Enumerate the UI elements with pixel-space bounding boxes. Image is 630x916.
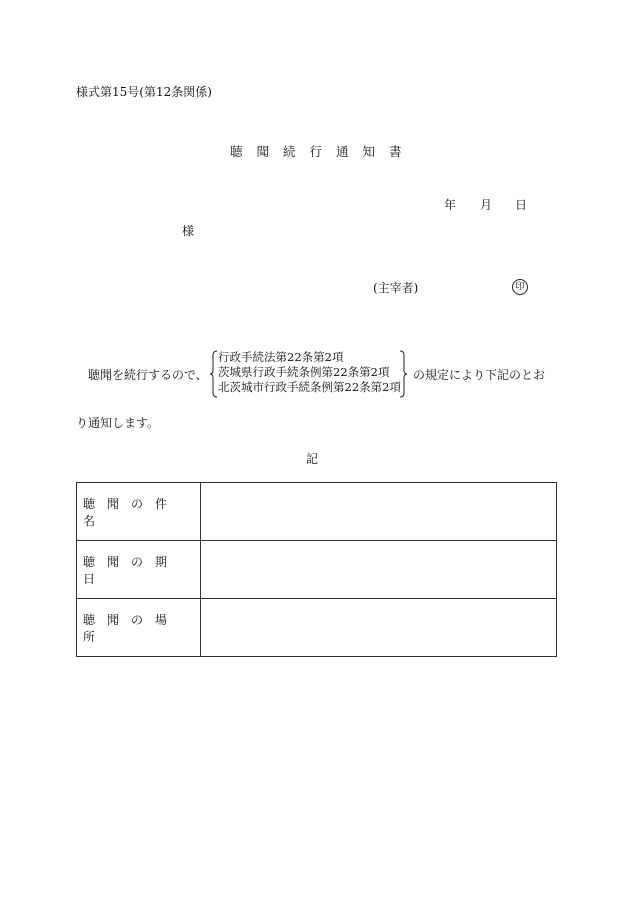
table-row bbox=[77, 599, 557, 657]
row-label-hearing-date: 聴聞の期日 bbox=[77, 541, 201, 599]
date-month-label: 月 bbox=[480, 198, 493, 212]
date-year-label: 年 bbox=[444, 198, 457, 212]
row-label-hearing-place: 聴聞の場所 bbox=[77, 599, 201, 657]
hearing-place-field[interactable] bbox=[201, 599, 557, 657]
legal-basis-option: 北茨城市行政手続条例第22条第2項 bbox=[218, 380, 401, 394]
seal-mark: 印 bbox=[512, 279, 528, 295]
legal-basis-brace bbox=[210, 350, 407, 398]
row-label-case-name: 聴聞の件名 bbox=[77, 483, 201, 541]
right-brace-icon bbox=[399, 350, 407, 398]
table-row bbox=[77, 541, 557, 599]
legal-basis-option: 行政手続法第22条第2項 bbox=[218, 350, 344, 364]
addressee-suffix: 様 bbox=[182, 224, 195, 238]
table-row bbox=[77, 483, 557, 541]
hearing-date-field[interactable] bbox=[201, 541, 557, 599]
date-day-label: 日 bbox=[515, 198, 528, 212]
case-name-field[interactable] bbox=[201, 483, 557, 541]
details-table bbox=[76, 482, 557, 657]
legal-basis-option: 茨城県行政手続条例第22条第2項 bbox=[218, 365, 390, 379]
body-tail-text-continued: り通知します。 bbox=[76, 416, 160, 430]
body-lead-text: 聴聞を続行するので、 bbox=[88, 368, 208, 382]
body-tail-text: の規定により下記のとお bbox=[413, 368, 546, 382]
presider-label: (主宰者) bbox=[373, 281, 419, 295]
document-title: 聴聞続行通知書 bbox=[230, 144, 416, 159]
left-brace-icon bbox=[210, 350, 218, 398]
ki-heading: 記 bbox=[306, 452, 319, 466]
form-number: 様式第15号(第12条関係) bbox=[76, 85, 212, 99]
